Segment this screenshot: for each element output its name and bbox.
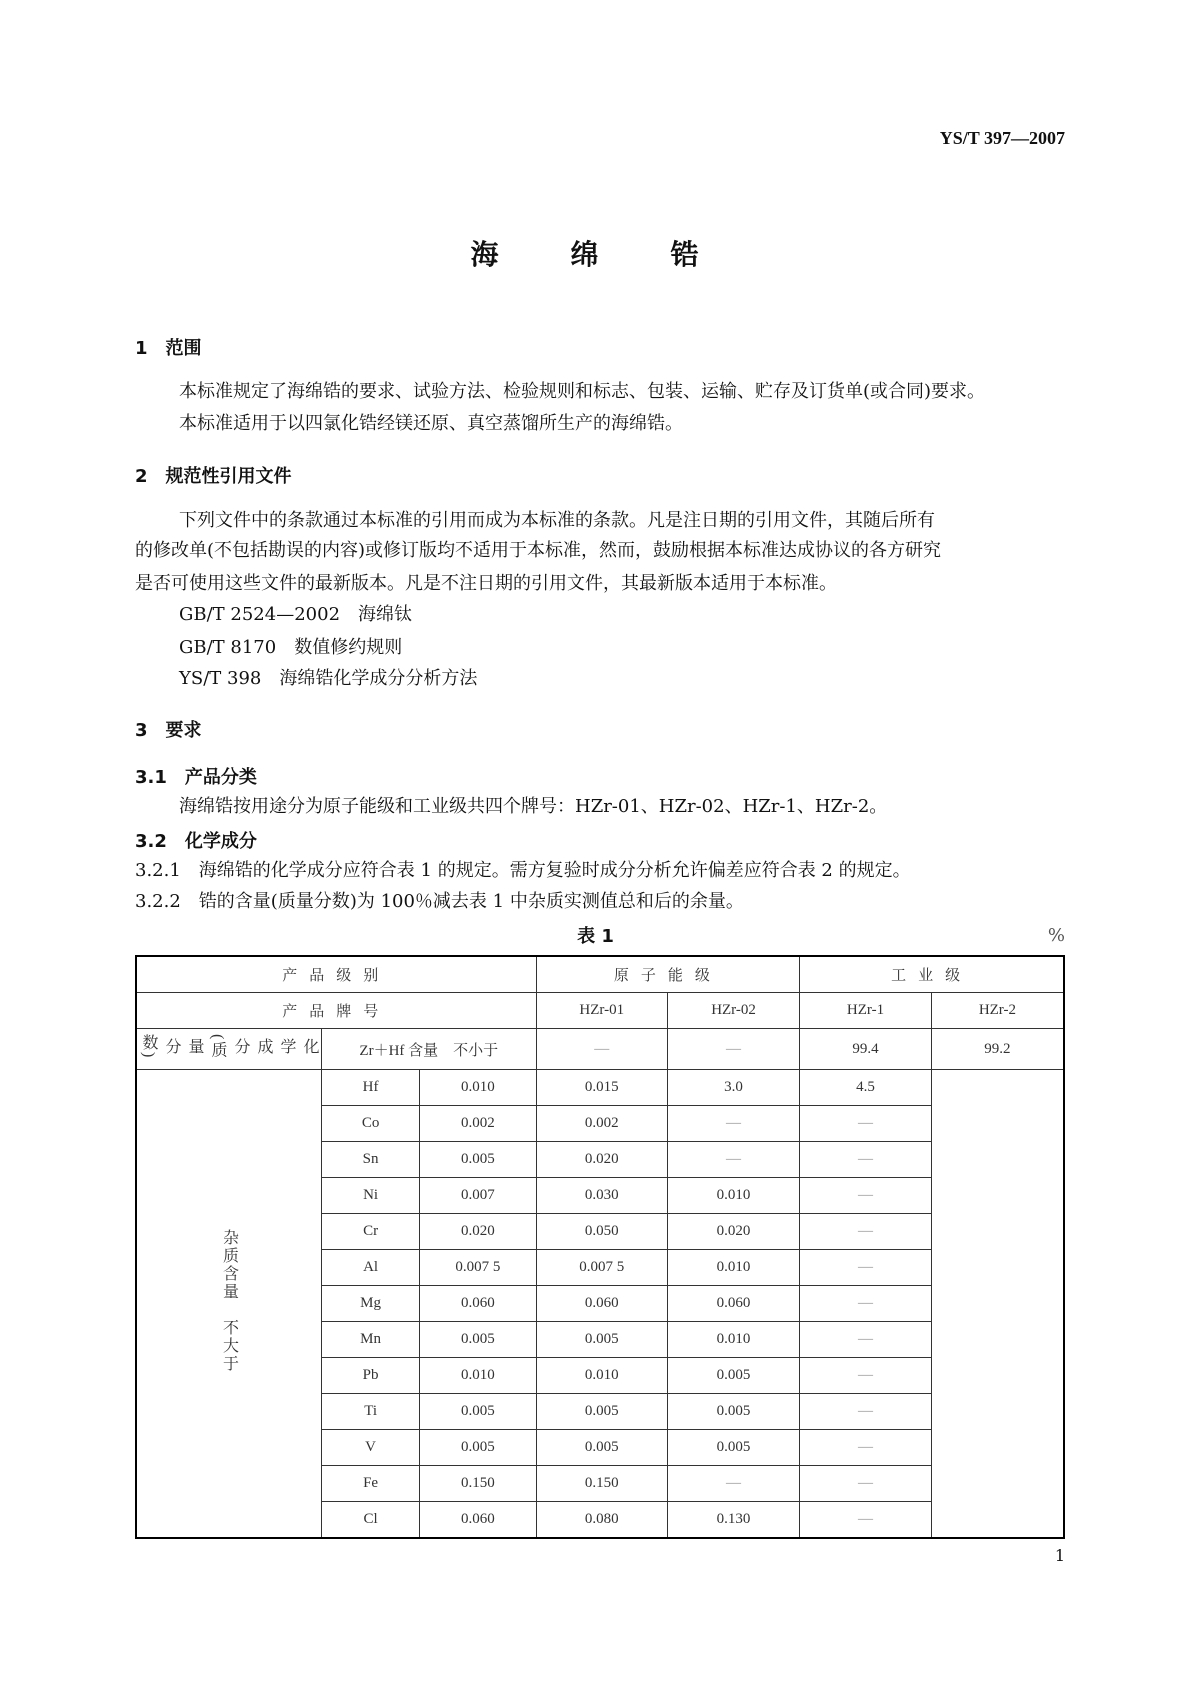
- paragraph: 的修改单(不包括勘误的内容)或修订版均不适用于本标准，然而，鼓励根据本标准达成协议的各方研究: [135, 540, 942, 561]
- table-row: [136, 1070, 1064, 1106]
- cell: 0.010: [667, 1178, 799, 1214]
- element-cell: Cl: [322, 1502, 420, 1539]
- element-cell: Fe: [322, 1466, 420, 1502]
- cell: 0.005: [420, 1142, 536, 1178]
- cell: 0.020: [536, 1142, 667, 1178]
- paragraph: 海绵锆按用途分为原子能级和工业级共四个牌号：HZr-01、HZr-02、HZr-1、HZr-2。: [179, 796, 888, 817]
- cell: 0.007 5: [536, 1250, 667, 1286]
- composition-table: [135, 955, 1065, 1539]
- brand: HZr-2: [931, 993, 1064, 1029]
- paragraph: 本标准规定了海绵锆的要求、试验方法、检验规则和标志、包装、运输、贮存及订货单(或合同)要求。: [179, 381, 986, 402]
- cell: 0.060: [420, 1286, 536, 1322]
- cell: 0.010: [536, 1358, 667, 1394]
- table-header-row: [136, 993, 1064, 1029]
- table-header-row: [136, 956, 1064, 993]
- cell: —: [800, 1250, 932, 1286]
- grade-industrial: 工业级: [800, 956, 1064, 993]
- cell: 0.005: [667, 1358, 799, 1394]
- cell: —: [800, 1178, 932, 1214]
- cell: —: [800, 1466, 932, 1502]
- cell: —: [800, 1106, 932, 1142]
- cell: 0.060: [667, 1286, 799, 1322]
- document-code: YS/T 397—2007: [939, 128, 1065, 148]
- cell: 0.030: [536, 1178, 667, 1214]
- brand: HZr-1: [800, 993, 932, 1029]
- section-2-heading: 2 规范性引用文件: [135, 466, 292, 487]
- element-cell: Cr: [322, 1214, 420, 1250]
- table-unit: %: [1047, 925, 1065, 946]
- paragraph: 下列文件中的条款通过本标准的引用而成为本标准的条款。凡是注日期的引用文件，其随后所有: [179, 510, 935, 531]
- element-cell: Co: [322, 1106, 420, 1142]
- cell: 0.005: [536, 1430, 667, 1466]
- element-cell: Hf: [322, 1070, 420, 1106]
- cell: —: [800, 1502, 932, 1539]
- grade-label: 产品级别: [136, 956, 536, 993]
- cell: 0.060: [536, 1286, 667, 1322]
- cell: 0.007: [420, 1178, 536, 1214]
- cell: —: [667, 1029, 799, 1070]
- cell: 3.0: [667, 1070, 799, 1106]
- paragraph: 是否可使用这些文件的最新版本。凡是不注日期的引用文件，其最新版本适用于本标准。: [135, 573, 837, 594]
- cell: 0.005: [536, 1322, 667, 1358]
- cell: 0.007 5: [420, 1250, 536, 1286]
- cell: —: [536, 1029, 667, 1070]
- cell: —: [800, 1430, 932, 1466]
- section-3-heading: 3 要求: [135, 720, 202, 741]
- page-number: 1: [1054, 1546, 1065, 1565]
- element-cell: Al: [322, 1250, 420, 1286]
- element-cell: Mn: [322, 1322, 420, 1358]
- element-cell: Ni: [322, 1178, 420, 1214]
- element-cell: Pb: [322, 1358, 420, 1394]
- impurity-label-cell: [136, 1070, 322, 1539]
- reference-item: GB/T 8170 数值修约规则: [179, 637, 403, 658]
- chem-label: 化学成分(质量分数): [140, 1033, 318, 1060]
- cell: —: [667, 1142, 799, 1178]
- table-row: [136, 1029, 1064, 1070]
- section-3-1-heading: 3.1 产品分类: [135, 767, 257, 788]
- cell: —: [800, 1358, 932, 1394]
- cell: 0.080: [536, 1502, 667, 1539]
- paragraph: 本标准适用于以四氯化锆经镁还原、真空蒸馏所生产的海绵锆。: [179, 413, 683, 434]
- cell: 0.020: [667, 1214, 799, 1250]
- brand-label: 产品牌号: [136, 993, 536, 1029]
- table-caption: 表 1: [577, 926, 614, 947]
- impurity-label: 杂质含量 不大于: [220, 1229, 238, 1373]
- cell: 0.010: [667, 1250, 799, 1286]
- element-cell: Ti: [322, 1394, 420, 1430]
- section-3-2-heading: 3.2 化学成分: [135, 831, 257, 852]
- cell: 0.005: [420, 1322, 536, 1358]
- cell: —: [800, 1394, 932, 1430]
- cell: 0.050: [536, 1214, 667, 1250]
- cell: 0.002: [420, 1106, 536, 1142]
- reference-item: YS/T 398 海绵锆化学成分分析方法: [179, 668, 478, 689]
- cell: 0.010: [667, 1322, 799, 1358]
- cell: —: [667, 1106, 799, 1142]
- cell: 99.4: [800, 1029, 932, 1070]
- cell: 0.005: [536, 1394, 667, 1430]
- cell: —: [800, 1286, 932, 1322]
- cell: —: [800, 1322, 932, 1358]
- cell: 0.010: [420, 1358, 536, 1394]
- section-1-heading: 1 范围: [135, 338, 202, 359]
- cell: —: [800, 1142, 932, 1178]
- cell: 0.005: [420, 1430, 536, 1466]
- cell: 4.5: [800, 1070, 932, 1106]
- cell: 0.010: [420, 1070, 536, 1106]
- page-title: 海 绵 锆: [470, 238, 721, 271]
- element-cell: Mg: [322, 1286, 420, 1322]
- brand: HZr-02: [667, 993, 799, 1029]
- element-cell: Sn: [322, 1142, 420, 1178]
- cell: —: [800, 1214, 932, 1250]
- cell: 0.005: [667, 1430, 799, 1466]
- chem-label-cell: [136, 1029, 322, 1070]
- cell: 0.020: [420, 1214, 536, 1250]
- cell: 0.015: [536, 1070, 667, 1106]
- cell: 0.150: [536, 1466, 667, 1502]
- grade-atomic: 原子能级: [536, 956, 800, 993]
- cell: 99.2: [931, 1029, 1064, 1070]
- cell: —: [667, 1466, 799, 1502]
- zr-label: Zr＋Hf 含量 不小于: [322, 1029, 537, 1070]
- clause-3-2-1: 3.2.1 海绵锆的化学成分应符合表 1 的规定。需方复验时成分分析允许偏差应符合表 2 的规定。: [135, 860, 911, 881]
- element-cell: V: [322, 1430, 420, 1466]
- brand: HZr-01: [536, 993, 667, 1029]
- reference-item: GB/T 2524—2002 海绵钛: [179, 604, 413, 625]
- cell: 0.002: [536, 1106, 667, 1142]
- cell: 0.060: [420, 1502, 536, 1539]
- cell: 0.150: [420, 1466, 536, 1502]
- cell: 0.130: [667, 1502, 799, 1539]
- clause-3-2-2: 3.2.2 锆的含量(质量分数)为 100％减去表 1 中杂质实测值总和后的余量。: [135, 891, 744, 912]
- cell: 0.005: [420, 1394, 536, 1430]
- cell: 0.005: [667, 1394, 799, 1430]
